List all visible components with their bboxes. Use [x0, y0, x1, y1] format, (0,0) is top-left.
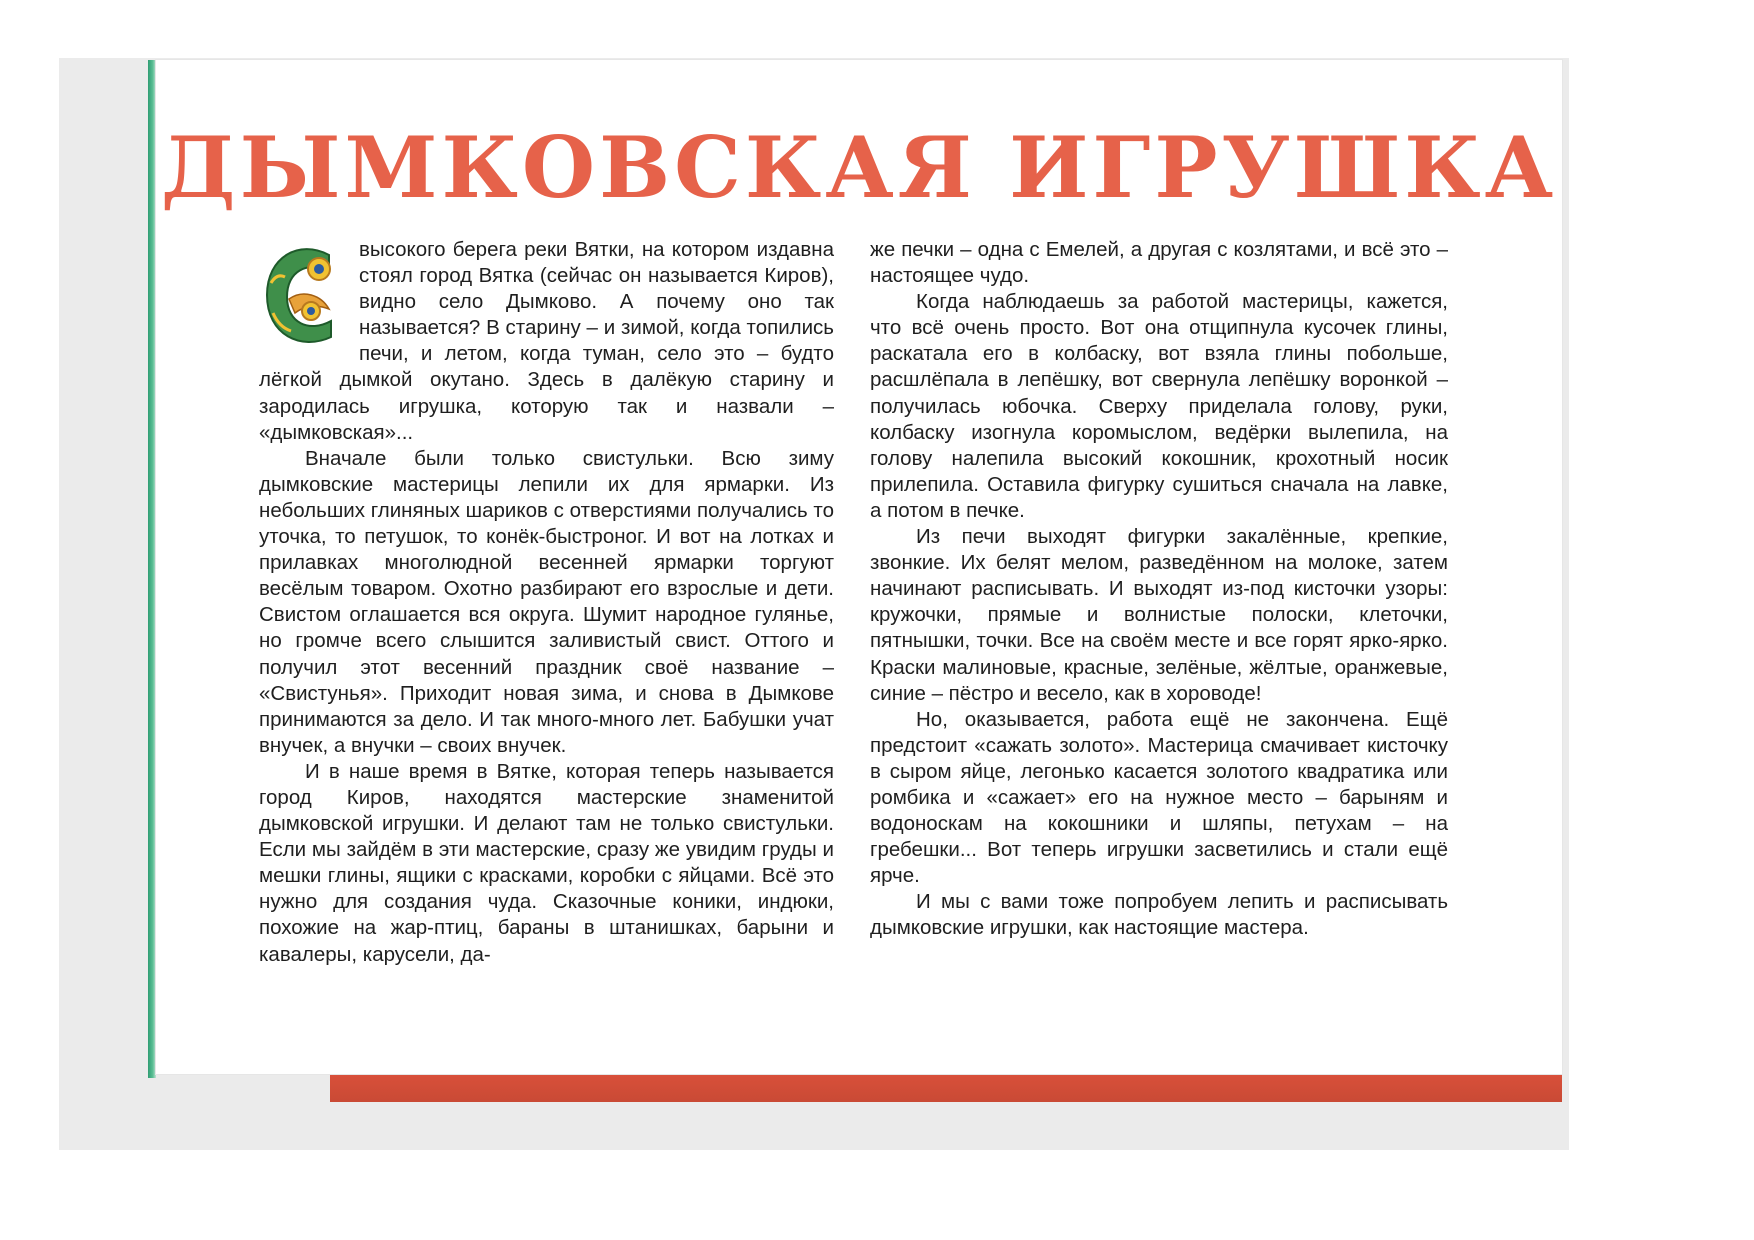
paragraph: Когда наблюдаешь за работой мастерицы, кажется, что всё очень просто. Вот она отщипнула кусочек глины, раскатала его в колбаску, вот взяла глины побольше, расшлёпала в лепёшку, вот свернула лепёшку воронкой – получилась юбочка. Сверху приделала голову, руки, колбаску изогнула коромыслом, ведёрки вылепила, на голову налепила высокий кокошник, крохотный носик прилепила. Оставила фигурку сушиться сначала на лавке, а потом в печке. [870, 290, 1448, 522]
paragraph: Вначале были только свистульки. Всю зиму дымковские мастерицы лепили их для ярмарки. Из небольших глиняных шариков с отверстиями получались то уточка, то петушок, то конёк-быстроног. И вот на лотках и прилавках многолюдной весенней ярмарки торгуют весёлым товаром. Охотно разбирают его взрослые и дети. Свистом оглашается вся округа. Шумит народное гулянье, но громче всего слышится заливистый свист. Оттого и получил этот весенний праздник своё название – «Свистунья». Приходит новая зима, и снова в Дымкове принимаются за дело. И так много-много лет. Бабушки учат внучек, а внучки – своих внучек. [259, 446, 834, 757]
paragraph: же печки – одна с Емелей, а другая с козлятами, и всё это – настоящее чудо. [870, 238, 1448, 288]
dropcap-letter-illustration [259, 243, 347, 351]
booklet-spine [148, 60, 156, 1078]
paragraph: И в наше время в Вятке, которая теперь называется город Киров, находятся мастерские знаменитой дымковской игрушки. И делают там не только свистульки. Если мы зайдём в эти мастерские, сразу же увидим груды и мешки глины, ящики с красками, коробки с яйцами. Всё это нужно для создания чуда. Сказочные коники, индюки, похожие на жар-птиц, бараны в штанишках, барыни и кавалеры, карусели, да- [259, 759, 834, 966]
paragraph: И мы с вами тоже попробуем лепить и расписывать дымковские игрушки, как настоящие мастера. [870, 890, 1448, 940]
page-title: ДЫМКОВСКАЯ ИГРУШКА [160, 118, 1558, 217]
booklet-page [156, 60, 1562, 1074]
paragraph: Но, оказывается, работа ещё не закончена. Ещё предстоит «сажать золото». Мастерица смачивает кисточку в сыром яйце, легонько касается золотого квадратика или ромбика и «сажает» его на нужное место – барыням и водоноскам на кокошники и шляпы, петухам – на гребешки... Вот теперь игрушки засветились и стали ещё ярче. [870, 707, 1448, 888]
paragraph: высокого берега реки Вятки, на котором издавна стоял город Вятка (сейчас он называется Киров), видно село Дымково. А почему оно так называется? В старину – и зимой, когда топились печи, и летом, когда туман, село это – будто лёгкой дымкой окутано. Здесь в далёкую старину и зародилась игрушка, которую так и назвали – «дымковская»... [259, 238, 834, 444]
text-column-left [259, 237, 834, 968]
dropcap-ornament-icon [259, 243, 347, 351]
paragraph: Из печи выходят фигурки закалённые, крепкие, звонкие. Их белят мелом, разведённом на молоке, затем начинают расписывать. И выходят из-под кисточки узоры: кружочки, прямые и волнистые полоски, клеточки, пятнышки, точки. Все на своём месте и все горят ярко-ярко. Краски малиновые, красные, зелёные, жёлтые, оранжевые, синие – пёстро и весело, как в хороводе! [870, 525, 1448, 705]
under-page-red-edge [330, 1074, 1562, 1102]
dropcap-letter: С [289, 303, 290, 304]
text-column-right [870, 237, 1448, 942]
